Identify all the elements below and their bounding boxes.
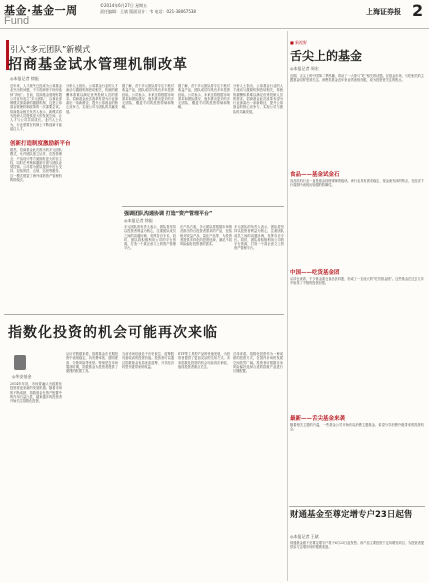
newspaper-logo: 上海证券报 (366, 8, 401, 16)
section-title: 基金·基金一周 (4, 4, 78, 17)
author-photo (14, 355, 26, 370)
sidebar-byline: ◎本报记者 周宏 (290, 66, 319, 71)
second-paragraph: 当前市场估值处于历史低位，蓝筹股具备较高的投资价值。投资者可以通过指数基金布局优质蓝筹，分享经济转型升级带来的收益。 (122, 352, 174, 369)
editor-line: 责任编辑：王斌 版面设计：韦 电话：021-38067538 (100, 9, 196, 14)
lead-kicker: 引入“多元团队”新模式 (10, 45, 91, 54)
lead-paragraph: 分析人士指出，公募基金行业的人才流动与激励机制密切相关，传统的薪酬体系难以满足优秀投研人员的需求。招商基金此次改革有望为行业探索出一条新路径，提升公募基金的核心竞争力，实现公司与团队的共赢发展。 (66, 84, 118, 114)
sidebar-subhead: 中国——吃货基金团 (290, 270, 340, 276)
lead-paragraph: 据悉，招商基金此次推出的多元团队模式，允许团队独立运作，在投资理念、产品设计等方面拥有更大的自主权，同时在考核和激励方面与团队业绩挂钩。公司将为团队提供中后台支持，包括风控、合规、运营等服务。这一模式借鉴了海外成熟资产管理机构的做法。 (10, 148, 62, 183)
sidebar-headline: 舌尖上的基金 (290, 49, 363, 63)
boxed-paragraph: 在产品方面，多元团队将根据市场情况推出符合投资者需求的产品，包括绝对收益产品、量化产品等，为投资者提供多样化的投资选择，满足不同风险偏好投资者的需求。 (180, 225, 232, 247)
sidebar-tag: ■ 新视野 (290, 40, 308, 45)
boxed-byline: ◎本报记者 徐振 (124, 218, 153, 223)
second-paragraph: ETF等工具型产品的快速发展，为投资者提供了更加灵活的交易方式。未来指数化投资的机会可能再次来临，值得投资者重点关注。 (178, 352, 230, 369)
lead-paragraph: 近年来，人才流失已经成为公募基金业突出的问题，不少投研骨干纷纷选择“奔私”。日前，招商基金管理有限公司宣布成立“多元团队”，以事业部制模式探索新的激励机制，这是公募基金管理机制改革的一次重要尝试。招商基金相关负责人表示，新模式将为投研人员提供更大的发展空间，让人才与公司共同成长。业内人士认为，行业需要在机制上不断创新才能留住人才。 (10, 84, 62, 131)
boxed-headline: 强调团队沟通协调 打造“资产管理平台” (124, 211, 213, 217)
sidebar-paragraph: 随着相关主题的升温，一些基金公司开始布局消费主题基金，希望分享消费升级带来的投资机会。 (290, 423, 424, 432)
sidebar-divider (289, 506, 425, 507)
sidebar-box-byline: ◎本报记者 王斌 (290, 534, 319, 539)
sidebar-paragraph: 食品饮料行业一直是基金经理青睐的板块。该行业具有需求稳定、现金流充沛的特点，在经济下行周期中表现出较强的防御性。 (290, 179, 424, 188)
second-byline: ◎华安基金 (12, 374, 32, 379)
lead-headline: 招商基金试水管理机制改革 (8, 57, 188, 73)
sidebar-box-headline: 财通基金至尊定增专户23日起售 (290, 510, 413, 520)
sidebar-paragraph: 从持仓来看，不少基金重仓食品饮料股，形成了一支庞大的“吃货基金团”。这些基金在过去几年中取得了不错的投资回报。 (290, 277, 424, 286)
page-number: 2 (412, 1, 424, 20)
lead-paragraph: 据了解，首个多元团队将专注于绝对收益产品，团队成员均具有多年投资经验。公司表示，未来还将根据市场需求和团队情况，逐步推出更多的多元团队，覆盖不同的投资领域和策略。 (178, 84, 230, 110)
lead-subhead: 创新打造制度激励新平台 (10, 141, 71, 147)
section-divider (4, 314, 284, 315)
date-line: ©2014年6月27日 星期五 (100, 3, 148, 8)
second-paragraph: 2014年年初，市场普遍认为指数化投资将迎来新的发展机遇。随着市场的不断成熟，指数基金在资产配置中的作用日益凸显，越来越多的投资者开始关注指数化投资。 (10, 382, 62, 404)
second-paragraph: 总体来看，指数化投资作为一种成熟的投资方式，在国内市场的发展空间依然广阔。投资者可根据自身风险偏好选择合适的指数产品进行长期配置。 (233, 352, 283, 374)
lead-byline: ◎本报记者 徐振 (10, 76, 39, 81)
sidebar-box-paragraph: 财通基金旗下至尊定增专户将于6月23日起发售。该产品主要投资于定向增发项目，为投资者提供参与定增市场的便捷渠道。 (290, 541, 424, 550)
section-subtitle: Fund (4, 15, 30, 27)
boxed-paragraph: 多元团队的负责人表示，团队将坚持以投资者利益为核心，注重团队成员之间的沟通协调，发挥各自专长。同时，团队将积极利用公司的平台资源，打造一个真正意义上的资产管理平台。 (124, 225, 176, 251)
lead-paragraph: 据了解，首个多元团队将专注于绝对收益产品，团队成员均具有多年投资经验。公司表示，未来还将根据市场需求和团队情况，逐步推出更多的多元团队，覆盖不同的投资领域和策略。 (122, 84, 174, 110)
sidebar-paragraph: 近期，舌尖上的中国第二季热播，带动了一大批与“吃”相关的话题。在基金市场，与吃相关的主题基金同样受到关注。消费类基金近年来业绩表现亮眼，成为投资者关注的焦点。 (290, 74, 424, 83)
section-divider (122, 206, 284, 207)
sidebar-subhead: 食品——基金试金石 (290, 172, 340, 178)
lead-paragraph: 分析人士指出，公募基金行业的人才流动与激励机制密切相关，传统的薪酬体系难以满足优秀投研人员的需求。招商基金此次改革有望为行业探索出一条新路径，提升公募基金的核心竞争力，实现公司与团队的共赢发展。 (233, 84, 283, 114)
second-headline: 指数化投资的机会可能再次来临 (8, 325, 218, 341)
second-paragraph: 从历史数据来看，指数基金在长期投资中表现稳定，具有费率低、透明度高、分散风险等优势。特别是在市场震荡时期，指数基金为投资者提供了便捷的配置工具。 (66, 352, 118, 374)
sidebar-subhead: 最新——舌尖基金来袭 (290, 416, 346, 422)
boxed-paragraph: 多元团队的负责人表示，团队将坚持以投资者利益为核心，注重团队成员之间的沟通协调，发挥各自专长。同时，团队将积极利用公司的平台资源，打造一个真正意义上的资产管理平台。 (234, 225, 284, 251)
